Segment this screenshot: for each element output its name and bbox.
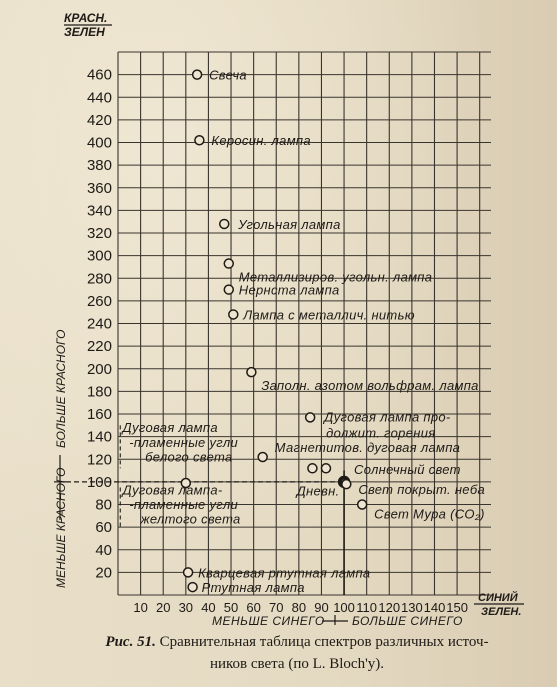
figure-caption <box>62 631 532 675</box>
y-tick-label: 260 <box>86 292 112 310</box>
data-point <box>342 480 351 489</box>
x-side-label-left: МЕНЬШЕ СИНЕГО <box>212 614 325 625</box>
data-point <box>224 285 233 294</box>
point-label: Свет Мура (CO₂) <box>374 506 485 522</box>
y-axis-title-line: КРАСН. <box>64 11 108 25</box>
x-tick-label: 20 <box>155 600 171 615</box>
x-tick-label: 100 <box>333 600 355 615</box>
y-tick-label: 100 <box>86 473 112 491</box>
y-tick-label: 440 <box>86 89 112 107</box>
x-axis-title-line: ЗЕЛЕН. <box>481 606 522 618</box>
annotation-label: Дневн. <box>296 483 340 499</box>
y-tick-label: 400 <box>86 134 112 152</box>
y-tick-label: 20 <box>95 564 112 582</box>
data-point <box>220 219 229 228</box>
x-tick-label: 130 <box>401 600 423 615</box>
y-tick-label: 180 <box>86 383 112 401</box>
y-tick-label: 380 <box>86 157 112 175</box>
x-tick-label: 140 <box>423 600 446 615</box>
point-label: Ртутная лампа <box>201 580 305 596</box>
y-tick-label: 120 <box>86 451 112 469</box>
data-point <box>308 464 317 473</box>
y-tick-label: 220 <box>86 338 112 356</box>
point-label: Свет покрыт. неба <box>358 482 485 498</box>
y-tick-label: 320 <box>86 225 112 242</box>
x-axis-title-line: СИНИЙ <box>478 592 518 604</box>
data-point <box>195 136 204 145</box>
point-label: Свеча <box>209 67 247 83</box>
data-point <box>188 583 197 592</box>
x-tick-label: 10 <box>133 600 148 615</box>
point-label: Керосин. лампа <box>211 133 311 149</box>
y-tick-label: 80 <box>95 496 112 514</box>
data-point <box>358 500 367 509</box>
point-label: Нернста лампа <box>238 282 340 298</box>
y-side-label-bottom: МЕНЬШЕ КРАСНОГО <box>54 467 68 588</box>
data-point <box>247 368 256 377</box>
y-tick-label: 360 <box>86 179 112 197</box>
y-tick-label: 280 <box>86 270 112 288</box>
x-tick-label: 50 <box>223 600 239 615</box>
x-tick-label: 40 <box>201 600 216 615</box>
y-tick-label: 420 <box>86 111 112 129</box>
y-tick-label: 340 <box>86 202 112 220</box>
point-label: Магнетитов. дуговая лампа <box>274 439 461 455</box>
data-point <box>258 452 267 461</box>
data-point <box>321 464 330 473</box>
y-tick-label: 160 <box>86 406 112 423</box>
data-point <box>193 70 202 79</box>
point-label: Заполн. азотом вольфрам. лампа <box>261 378 479 394</box>
data-point <box>224 259 233 268</box>
y-tick-label: 40 <box>95 541 112 559</box>
point-label: Дуговая лампа- <box>122 482 223 498</box>
x-tick-label: 120 <box>378 600 401 615</box>
point-label: Солнечный свет <box>354 461 461 477</box>
x-tick-label: 110 <box>356 600 378 615</box>
caption-text-1: Сравнительная таблица спектров различных источ- <box>159 634 489 650</box>
point-label: Лампа с металлич. нитью <box>243 307 415 323</box>
x-tick-label: 60 <box>246 600 261 615</box>
annotation-label: белого света <box>145 449 233 465</box>
y-tick-label: 60 <box>95 519 112 537</box>
caption-figure-label: Рис. 51. <box>105 634 156 650</box>
y-tick-label: 300 <box>86 247 112 265</box>
data-point <box>306 413 315 422</box>
y-axis-title-line: ЗЕЛЕН <box>64 25 105 39</box>
point-label: должит. горения <box>326 425 436 441</box>
y-tick-label: 140 <box>86 428 112 446</box>
point-label: Угольная лампа <box>238 216 341 232</box>
y-tick-label: 460 <box>86 66 112 84</box>
y-tick-label: 200 <box>86 360 112 378</box>
x-tick-label: 90 <box>314 600 329 615</box>
x-tick-label: 30 <box>178 600 194 615</box>
annotation-label: -пламенные угли <box>129 434 239 450</box>
point-label: Кварцевая ртутная лампа <box>198 565 371 581</box>
caption-line-1 <box>62 631 532 653</box>
y-side-label-top: БОЛЬШЕ КРАСНОГО <box>54 329 68 448</box>
data-point <box>229 310 238 319</box>
x-tick-label: 150 <box>446 600 468 615</box>
point-label: Металлизиров. угольн. лампа <box>238 269 433 285</box>
y-tick-label: 240 <box>86 315 112 333</box>
point-label: желтого света <box>140 511 241 527</box>
x-tick-label: 80 <box>291 600 307 615</box>
caption-text-2: ников света (по L. Bloch'y). <box>209 656 385 672</box>
x-side-label-right: БОЛЬШЕ СИНЕГО <box>352 614 463 625</box>
point-label: -пламенные угли <box>129 497 239 513</box>
data-point <box>184 568 193 577</box>
point-label: Дуговая лампа про- <box>324 409 451 425</box>
annotation-label: Дуговая лампа <box>122 420 218 436</box>
x-tick-label: 70 <box>269 600 284 615</box>
